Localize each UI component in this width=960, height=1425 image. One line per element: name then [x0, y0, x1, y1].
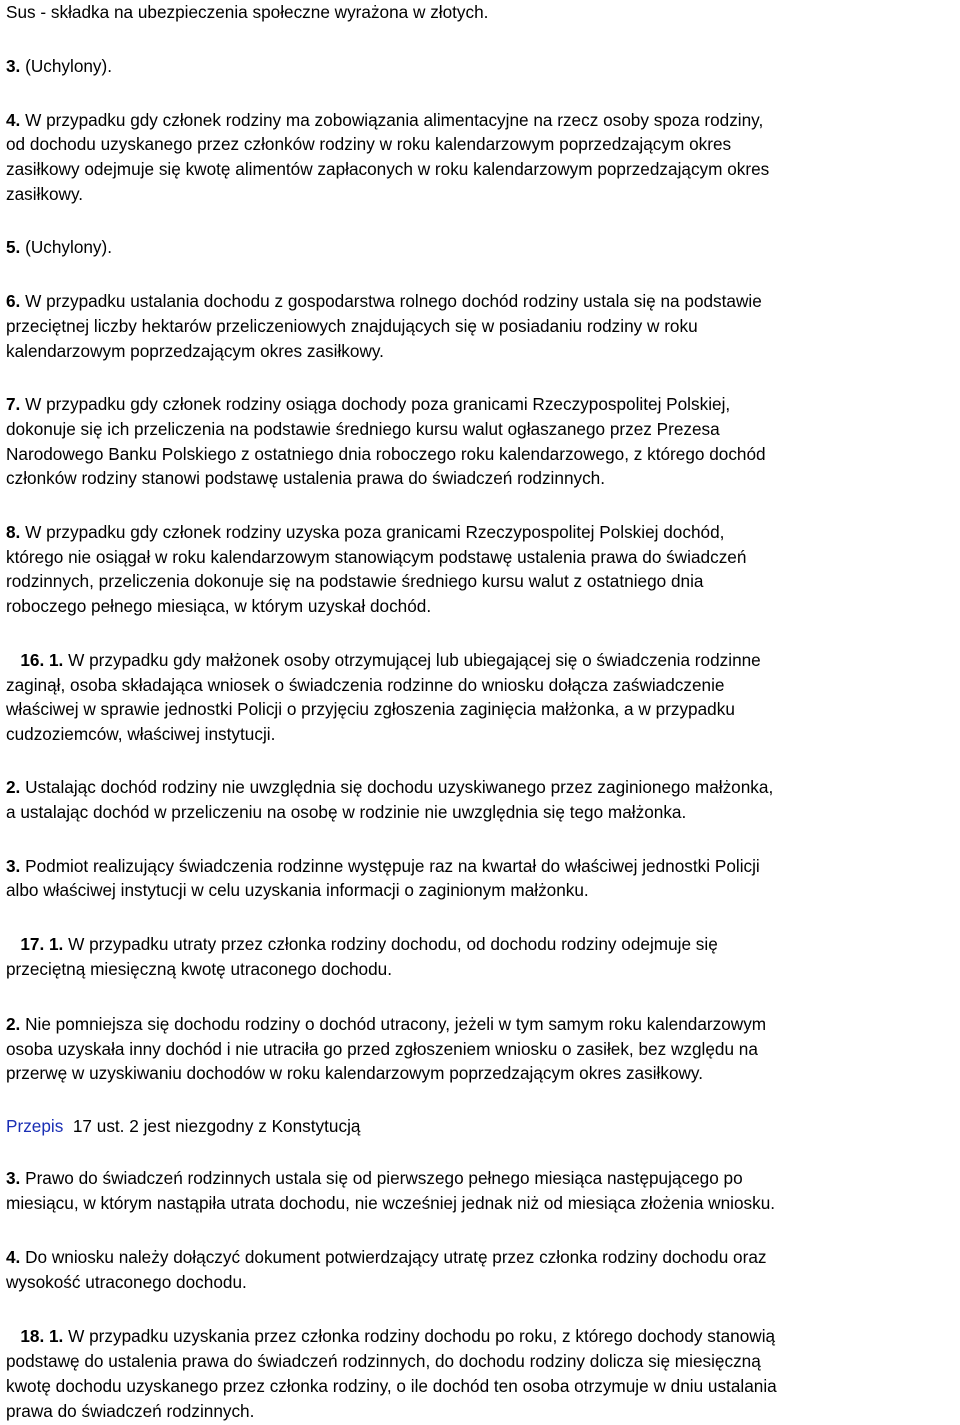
- paragraph-number: 4.: [6, 110, 21, 130]
- paragraph-text: członków rodziny stanowi podstawę ustalenia prawa do świadczeń rodzinnych.: [6, 468, 606, 488]
- paragraph-text: zasiłkowy.: [6, 184, 84, 204]
- przepis-link[interactable]: Przepis: [6, 1116, 64, 1136]
- paragraph-text: przerwę w uzyskiwaniu dochodów w roku kalendarzowym poprzedzającym okres zasiłkowy.: [6, 1063, 704, 1083]
- paragraph-text: przeciętną miesięczną kwotę utraconego dochodu.: [6, 959, 392, 979]
- paragraph-text: (Uchylony).: [20, 56, 113, 76]
- paragraph-text: W przypadku utraty przez członka rodziny dochodu, od dochodu rodziny odejmuje się: [63, 934, 718, 954]
- paragraph-text: W przypadku ustalania dochodu z gospodarstwa rolnego dochód rodziny ustala się na podstawie: [20, 291, 762, 311]
- paragraph-number: 8.: [6, 522, 21, 542]
- paragraph-text: kalendarzowym poprzedzającym okres zasiłkowy.: [6, 341, 384, 361]
- paragraph-number: 6.: [6, 291, 21, 311]
- paragraph-start: [6, 520, 724, 544]
- paragraph-line: [6, 878, 589, 902]
- paragraph-line: [6, 722, 275, 746]
- paragraph-line: [6, 442, 766, 466]
- paragraph-text: Nie pomniejsza się dochodu rodziny o dochód utracony, jeżeli w tym samym roku kalendarzowym: [20, 1014, 767, 1034]
- paragraph-text: Podmiot realizujący świadczenia rodzinne występuje raz na kwartał do właściwej jednostki Policji: [20, 856, 760, 876]
- paragraph-line: [6, 1270, 247, 1294]
- paragraph-start: [6, 854, 760, 878]
- paragraph-line: [6, 594, 431, 618]
- paragraph-text: W przypadku uzyskania przez członka rodziny dochodu po roku, z którego dochody stanowią: [63, 1326, 776, 1346]
- note-text: 17 ust. 2 jest niezgodny z Konstytucją: [63, 1116, 361, 1136]
- paragraph-text: którego nie osiągał w roku kalendarzowym stanowiącym podstawę ustalenia prawa do świadczeń: [6, 547, 747, 567]
- paragraph-start: [6, 1012, 766, 1036]
- paragraph-number: 17. 1.: [6, 934, 64, 954]
- paragraph-text: zasiłkowy odejmuje się kwotę alimentów zapłaconych w roku kalendarzowym poprzedzającym okres: [6, 159, 770, 179]
- paragraph-number: 18. 1.: [6, 1326, 64, 1346]
- paragraph-text: roboczego pełnego miesiąca, w którym uzyskał dochód.: [6, 596, 432, 616]
- paragraph-start: [6, 235, 112, 259]
- constitution-note: [6, 1114, 360, 1138]
- paragraph-number: 2.: [6, 1014, 21, 1034]
- paragraph-line: [6, 0, 488, 24]
- paragraph-text: podstawę do ustalenia prawa do świadczeń rodzinnych, do dochodu rodziny dolicza się miesięczną: [6, 1351, 761, 1371]
- paragraph-text: kwotę dochodu uzyskanego przez członka rodziny, o ile dochód ten osoba otrzymuje w dniu ustalania: [6, 1376, 777, 1396]
- paragraph-line: [6, 1374, 777, 1398]
- paragraph-number: 4.: [6, 1247, 21, 1267]
- paragraph-start: [6, 1166, 743, 1190]
- paragraph-text: Do wniosku należy dołączyć dokument potwierdzający utratę przez członka rodziny dochodu oraz: [20, 1247, 767, 1267]
- paragraph-line: [6, 339, 384, 363]
- paragraph-number: 2.: [6, 777, 21, 797]
- paragraph-number: 3.: [6, 56, 21, 76]
- paragraph-number: 5.: [6, 237, 21, 257]
- paragraph-start: [6, 932, 718, 956]
- paragraph-text: (Uchylony).: [20, 237, 113, 257]
- paragraph-line: [6, 466, 605, 490]
- paragraph-line: [6, 545, 746, 569]
- paragraph-line: [6, 800, 686, 824]
- paragraph-start: [6, 392, 730, 416]
- paragraph-number: 3.: [6, 1168, 21, 1188]
- paragraph-start: [6, 648, 761, 672]
- paragraph-line: [6, 182, 83, 206]
- paragraph-line: [6, 1399, 254, 1423]
- paragraph-number: 16. 1.: [6, 650, 64, 670]
- paragraph-text: przeciętnej liczby hektarów przeliczeniowych znajdujących się w posiadaniu rodziny w roku: [6, 316, 698, 336]
- paragraph-text: W przypadku gdy małżonek osoby otrzymującej lub ubiegającej się o świadczenia rodzinne: [63, 650, 761, 670]
- paragraph-start: [6, 775, 773, 799]
- paragraph-line: [6, 1349, 761, 1373]
- paragraph-line: [6, 673, 724, 697]
- paragraph-text: zaginął, osoba składająca wniosek o świadczenia rodzinne do wniosku dołącza zaświadczenie: [6, 675, 725, 695]
- paragraph-number: 7.: [6, 394, 21, 414]
- paragraph-text: rodzinnych, przeliczenia dokonuje się na podstawie średniego kursu walut z ostatniego dnia: [6, 571, 704, 591]
- paragraph-line: [6, 1037, 758, 1061]
- paragraph-text: Ustalając dochód rodziny nie uwzględnia się dochodu uzyskiwanego przez zaginionego małżonka,: [20, 777, 774, 797]
- paragraph-text: Prawo do świadczeń rodzinnych ustala się od pierwszego pełnego miesiąca następującego po: [20, 1168, 743, 1188]
- paragraph-text: W przypadku gdy członek rodziny uzyska poza granicami Rzeczypospolitej Polskiej dochód,: [20, 522, 725, 542]
- paragraph-line: [6, 1061, 703, 1085]
- paragraph-start: [6, 1324, 775, 1348]
- paragraph-text: W przypadku gdy członek rodziny osiąga dochody poza granicami Rzeczypospolitej Polskiej,: [20, 394, 731, 414]
- paragraph-line: [6, 132, 731, 156]
- paragraph-text: W przypadku gdy członek rodziny ma zobowiązania alimentacyjne na rzecz osoby spoza rodziny,: [20, 110, 764, 130]
- paragraph-line: [6, 1191, 775, 1215]
- paragraph-start: [6, 108, 763, 132]
- paragraph-line: [6, 697, 735, 721]
- paragraph-start: [6, 54, 112, 78]
- paragraph-line: [6, 417, 720, 441]
- paragraph-text: właściwej w sprawie jednostki Policji o przyjęciu zgłoszenia zaginięcia małżonka, a w przypadku: [6, 699, 735, 719]
- paragraph-text: Narodowego Banku Polskiego z ostatniego dnia roboczego roku kalendarzowego, z którego dochód: [6, 444, 766, 464]
- paragraph-text: osoba uzyskała inny dochód i nie utraciła go przed zgłoszeniem wniosku o zasiłek, bez względu na: [6, 1039, 758, 1059]
- paragraph-text: a ustalając dochód w przeliczeniu na osobę w rodzinie nie uwzględnia się tego małżonka.: [6, 802, 687, 822]
- paragraph-line: [6, 314, 698, 338]
- paragraph-number: 3.: [6, 856, 21, 876]
- paragraph-text: miesiącu, w którym nastąpiła utrata dochodu, nie wcześniej jednak niż od miesiąca złożenia wniosku.: [6, 1193, 776, 1213]
- paragraph-text: od dochodu uzyskanego przez członków rodziny w roku kalendarzowym poprzedzającym okres: [6, 134, 732, 154]
- paragraph-text: albo właściwej instytucji w celu uzyskania informacji o zaginionym małżonku.: [6, 880, 589, 900]
- paragraph-line: [6, 957, 392, 981]
- paragraph-text: Sus - składka na ubezpieczenia społeczne wyrażona w złotych.: [6, 2, 489, 22]
- paragraph-start: [6, 1245, 766, 1269]
- paragraph-line: [6, 157, 769, 181]
- paragraph-text: cudzoziemców, właściwej instytucji.: [6, 724, 276, 744]
- paragraph-text: wysokość utraconego dochodu.: [6, 1272, 247, 1292]
- paragraph-line: [6, 569, 703, 593]
- paragraph-start: [6, 289, 762, 313]
- paragraph-text: prawa do świadczeń rodzinnych.: [6, 1401, 255, 1421]
- paragraph-text: dokonuje się ich przeliczenia na podstawie średniego kursu walut ogłaszanego przez Prezesa: [6, 419, 720, 439]
